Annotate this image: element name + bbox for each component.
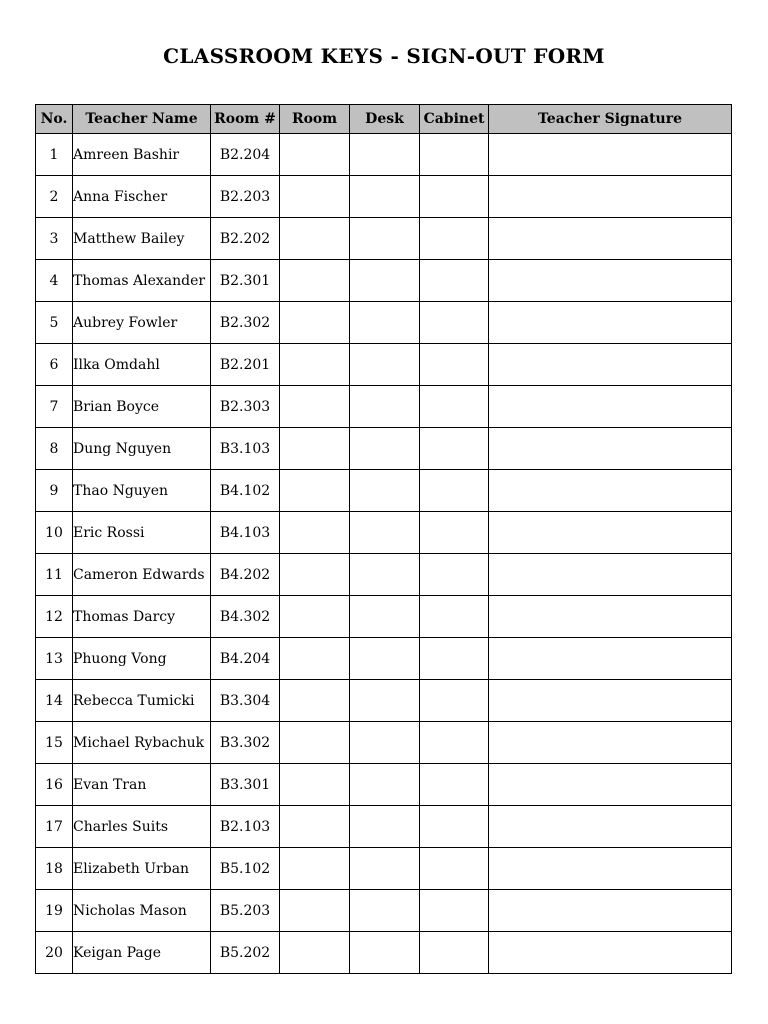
row-number: 4 xyxy=(36,260,73,302)
room-key-checkbox-cell[interactable] xyxy=(280,218,350,260)
teacher-signature-field[interactable] xyxy=(489,176,732,218)
desk-key-checkbox-cell[interactable] xyxy=(350,764,420,806)
room-number: B4.102 xyxy=(211,470,280,512)
room-number: B3.304 xyxy=(211,680,280,722)
row-number: 6 xyxy=(36,344,73,386)
key-signout-table xyxy=(35,104,732,974)
table-row xyxy=(36,218,732,260)
teacher-signature-field[interactable] xyxy=(489,512,732,554)
desk-key-checkbox-cell[interactable] xyxy=(350,680,420,722)
teacher-name: Thomas Alexander xyxy=(73,260,211,302)
teacher-signature-field[interactable] xyxy=(489,260,732,302)
cabinet-key-checkbox-cell[interactable] xyxy=(420,638,489,680)
teacher-name: Cameron Edwards xyxy=(73,554,211,596)
row-number: 20 xyxy=(36,932,73,974)
room-number: B4.302 xyxy=(211,596,280,638)
column-header-no: No. xyxy=(36,105,73,134)
cabinet-key-checkbox-cell[interactable] xyxy=(420,176,489,218)
row-number: 17 xyxy=(36,806,73,848)
row-number: 18 xyxy=(36,848,73,890)
room-number: B2.202 xyxy=(211,218,280,260)
table-row xyxy=(36,176,732,218)
row-number: 15 xyxy=(36,722,73,764)
table-row xyxy=(36,806,732,848)
desk-key-checkbox-cell[interactable] xyxy=(350,344,420,386)
room-key-checkbox-cell[interactable] xyxy=(280,512,350,554)
desk-key-checkbox-cell[interactable] xyxy=(350,554,420,596)
table-row xyxy=(36,848,732,890)
room-number: B2.301 xyxy=(211,260,280,302)
cabinet-key-checkbox-cell[interactable] xyxy=(420,260,489,302)
column-header-teacher-signature: Teacher Signature xyxy=(489,105,732,134)
room-key-checkbox-cell[interactable] xyxy=(280,344,350,386)
table-row xyxy=(36,722,732,764)
room-key-checkbox-cell[interactable] xyxy=(280,176,350,218)
table-row xyxy=(36,932,732,974)
table-row xyxy=(36,764,732,806)
row-number: 13 xyxy=(36,638,73,680)
room-number: B4.202 xyxy=(211,554,280,596)
room-number: B2.302 xyxy=(211,302,280,344)
table-row xyxy=(36,512,732,554)
teacher-signature-field[interactable] xyxy=(489,470,732,512)
column-header-desk: Desk xyxy=(350,105,420,134)
room-key-checkbox-cell[interactable] xyxy=(280,428,350,470)
cabinet-key-checkbox-cell[interactable] xyxy=(420,932,489,974)
table-row xyxy=(36,596,732,638)
desk-key-checkbox-cell[interactable] xyxy=(350,722,420,764)
room-key-checkbox-cell[interactable] xyxy=(280,260,350,302)
table-row xyxy=(36,638,732,680)
cabinet-key-checkbox-cell[interactable] xyxy=(420,428,489,470)
table-row xyxy=(36,470,732,512)
row-number: 7 xyxy=(36,386,73,428)
cabinet-key-checkbox-cell[interactable] xyxy=(420,764,489,806)
desk-key-checkbox-cell[interactable] xyxy=(350,848,420,890)
table-row xyxy=(36,386,732,428)
cabinet-key-checkbox-cell[interactable] xyxy=(420,134,489,176)
column-header-room: Room xyxy=(280,105,350,134)
room-key-checkbox-cell[interactable] xyxy=(280,722,350,764)
table-row xyxy=(36,428,732,470)
table-row xyxy=(36,344,732,386)
table-row xyxy=(36,260,732,302)
teacher-signature-field[interactable] xyxy=(489,638,732,680)
teacher-name: Eric Rossi xyxy=(73,512,211,554)
header-row xyxy=(36,105,732,134)
teacher-signature-field[interactable] xyxy=(489,428,732,470)
teacher-name: Elizabeth Urban xyxy=(73,848,211,890)
desk-key-checkbox-cell[interactable] xyxy=(350,386,420,428)
cabinet-key-checkbox-cell[interactable] xyxy=(420,554,489,596)
room-number: B3.302 xyxy=(211,722,280,764)
teacher-signature-field[interactable] xyxy=(489,722,732,764)
room-number: B5.202 xyxy=(211,932,280,974)
row-number: 5 xyxy=(36,302,73,344)
teacher-signature-field[interactable] xyxy=(489,386,732,428)
room-number: B2.303 xyxy=(211,386,280,428)
desk-key-checkbox-cell[interactable] xyxy=(350,134,420,176)
cabinet-key-checkbox-cell[interactable] xyxy=(420,302,489,344)
room-key-checkbox-cell[interactable] xyxy=(280,554,350,596)
room-number: B5.203 xyxy=(211,890,280,932)
table-row xyxy=(36,554,732,596)
cabinet-key-checkbox-cell[interactable] xyxy=(420,596,489,638)
teacher-name: Thomas Darcy xyxy=(73,596,211,638)
teacher-name: Aubrey Fowler xyxy=(73,302,211,344)
teacher-name: Thao Nguyen xyxy=(73,470,211,512)
teacher-signature-field[interactable] xyxy=(489,596,732,638)
teacher-signature-field[interactable] xyxy=(489,302,732,344)
cabinet-key-checkbox-cell[interactable] xyxy=(420,890,489,932)
teacher-name: Amreen Bashir xyxy=(73,134,211,176)
table-row xyxy=(36,680,732,722)
row-number: 19 xyxy=(36,890,73,932)
room-key-checkbox-cell[interactable] xyxy=(280,806,350,848)
teacher-signature-field[interactable] xyxy=(489,848,732,890)
room-number: B3.301 xyxy=(211,764,280,806)
teacher-signature-field[interactable] xyxy=(489,344,732,386)
desk-key-checkbox-cell[interactable] xyxy=(350,512,420,554)
teacher-name: Matthew Bailey xyxy=(73,218,211,260)
teacher-name: Keigan Page xyxy=(73,932,211,974)
row-number: 8 xyxy=(36,428,73,470)
row-number: 3 xyxy=(36,218,73,260)
room-number: B2.204 xyxy=(211,134,280,176)
row-number: 2 xyxy=(36,176,73,218)
row-number: 16 xyxy=(36,764,73,806)
column-header-room-number: Room # xyxy=(211,105,280,134)
room-number: B2.103 xyxy=(211,806,280,848)
row-number: 1 xyxy=(36,134,73,176)
teacher-signature-field[interactable] xyxy=(489,806,732,848)
cabinet-key-checkbox-cell[interactable] xyxy=(420,680,489,722)
room-key-checkbox-cell[interactable] xyxy=(280,302,350,344)
teacher-signature-field[interactable] xyxy=(489,134,732,176)
desk-key-checkbox-cell[interactable] xyxy=(350,470,420,512)
room-key-checkbox-cell[interactable] xyxy=(280,596,350,638)
cabinet-key-checkbox-cell[interactable] xyxy=(420,470,489,512)
cabinet-key-checkbox-cell[interactable] xyxy=(420,512,489,554)
teacher-signature-field[interactable] xyxy=(489,764,732,806)
cabinet-key-checkbox-cell[interactable] xyxy=(420,344,489,386)
desk-key-checkbox-cell[interactable] xyxy=(350,890,420,932)
column-header-cabinet: Cabinet xyxy=(420,105,489,134)
teacher-name: Michael Rybachuk xyxy=(73,722,211,764)
room-number: B3.103 xyxy=(211,428,280,470)
desk-key-checkbox-cell[interactable] xyxy=(350,806,420,848)
cabinet-key-checkbox-cell[interactable] xyxy=(420,218,489,260)
teacher-name: Nicholas Mason xyxy=(73,890,211,932)
desk-key-checkbox-cell[interactable] xyxy=(350,176,420,218)
teacher-signature-field[interactable] xyxy=(489,890,732,932)
desk-key-checkbox-cell[interactable] xyxy=(350,428,420,470)
teacher-signature-field[interactable] xyxy=(489,680,732,722)
room-key-checkbox-cell[interactable] xyxy=(280,386,350,428)
desk-key-checkbox-cell[interactable] xyxy=(350,218,420,260)
teacher-signature-field[interactable] xyxy=(489,218,732,260)
desk-key-checkbox-cell[interactable] xyxy=(350,638,420,680)
room-key-checkbox-cell[interactable] xyxy=(280,932,350,974)
desk-key-checkbox-cell[interactable] xyxy=(350,302,420,344)
teacher-signature-field[interactable] xyxy=(489,932,732,974)
table-body xyxy=(36,134,732,974)
cabinet-key-checkbox-cell[interactable] xyxy=(420,806,489,848)
row-number: 11 xyxy=(36,554,73,596)
teacher-signature-field[interactable] xyxy=(489,554,732,596)
desk-key-checkbox-cell[interactable] xyxy=(350,596,420,638)
room-number: B5.102 xyxy=(211,848,280,890)
room-key-checkbox-cell[interactable] xyxy=(280,848,350,890)
room-number: B2.203 xyxy=(211,176,280,218)
table-row xyxy=(36,302,732,344)
teacher-name: Rebecca Tumicki xyxy=(73,680,211,722)
teacher-name: Brian Boyce xyxy=(73,386,211,428)
teacher-name: Evan Tran xyxy=(73,764,211,806)
page-title: CLASSROOM KEYS - SIGN-OUT FORM xyxy=(163,44,605,68)
row-number: 14 xyxy=(36,680,73,722)
room-key-checkbox-cell[interactable] xyxy=(280,764,350,806)
cabinet-key-checkbox-cell[interactable] xyxy=(420,848,489,890)
teacher-name: Ilka Omdahl xyxy=(73,344,211,386)
teacher-name: Anna Fischer xyxy=(73,176,211,218)
room-key-checkbox-cell[interactable] xyxy=(280,638,350,680)
room-number: B4.103 xyxy=(211,512,280,554)
desk-key-checkbox-cell[interactable] xyxy=(350,932,420,974)
room-key-checkbox-cell[interactable] xyxy=(280,470,350,512)
teacher-name: Phuong Vong xyxy=(73,638,211,680)
room-key-checkbox-cell[interactable] xyxy=(280,890,350,932)
column-header-teacher-name: Teacher Name xyxy=(73,105,211,134)
room-key-checkbox-cell[interactable] xyxy=(280,680,350,722)
row-number: 9 xyxy=(36,470,73,512)
teacher-name: Dung Nguyen xyxy=(73,428,211,470)
room-number: B4.204 xyxy=(211,638,280,680)
row-number: 10 xyxy=(36,512,73,554)
table-row xyxy=(36,134,732,176)
room-number: B2.201 xyxy=(211,344,280,386)
teacher-name: Charles Suits xyxy=(73,806,211,848)
room-key-checkbox-cell[interactable] xyxy=(280,134,350,176)
desk-key-checkbox-cell[interactable] xyxy=(350,260,420,302)
table-row xyxy=(36,890,732,932)
cabinet-key-checkbox-cell[interactable] xyxy=(420,722,489,764)
row-number: 12 xyxy=(36,596,73,638)
cabinet-key-checkbox-cell[interactable] xyxy=(420,386,489,428)
